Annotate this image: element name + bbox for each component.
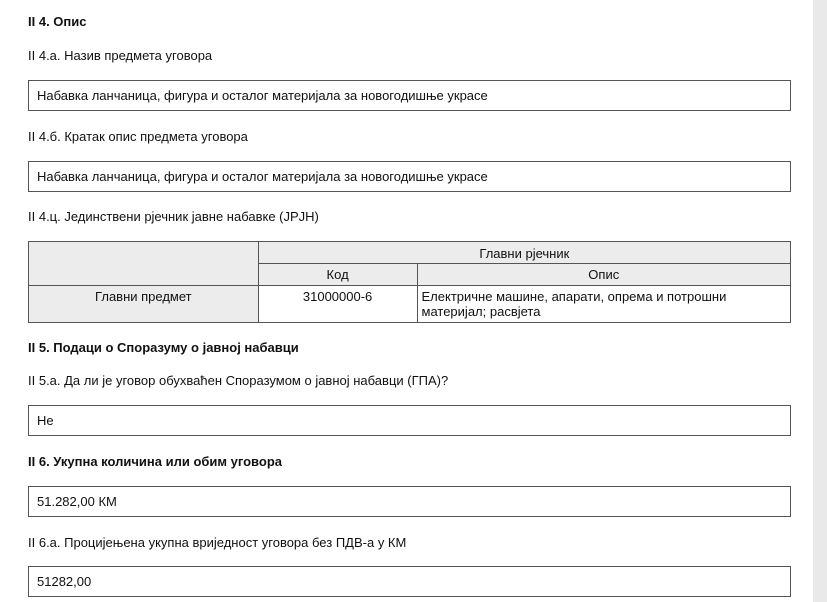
cpv-header-desc: Опис (417, 264, 790, 286)
cpv-header-blank (29, 242, 259, 286)
cpv-label: II 4.ц. Јединствени рјечник јавне набавке (ЈРЈН) (28, 209, 319, 224)
scrollbar[interactable] (813, 0, 827, 602)
cpv-row-label: Главни предмет (29, 286, 259, 323)
cpv-table (28, 241, 791, 323)
section-title-quantity: II 6. Укупна количина или обим уговора (28, 454, 282, 469)
section-title-description: II 4. Опис (28, 14, 87, 29)
contract-name-field: Набавка ланчаница, фигура и осталог материјала за новогодишње украсе (28, 80, 791, 111)
cpv-code-cell: 31000000-6 (258, 286, 417, 323)
total-quantity-field: 51.282,00 КМ (28, 486, 791, 517)
gpa-question-label: II 5.a. Да ли је уговор обухваћен Споразумом о јавној набавци (ГПА)? (28, 373, 449, 388)
short-description-label: II 4.б. Кратак опис предмета уговора (28, 129, 248, 144)
estimated-value-field: 51282,00 (28, 566, 791, 597)
contract-name-label: II 4.a. Назив предмета уговора (28, 48, 213, 63)
section-title-gpa: II 5. Подаци о Споразуму о јавној набавци (28, 340, 299, 355)
short-description-field: Набавка ланчаница, фигура и осталог материјала за новогодишње украсе (28, 161, 791, 192)
cpv-header-main: Главни рјечник (258, 242, 790, 264)
gpa-answer-field: Не (28, 405, 791, 436)
estimated-value-label: II 6.a. Процијењена укупна вриједност уговора без ПДВ-а у КМ (28, 535, 407, 550)
cpv-desc-cell: Електричне машине, апарати, опрема и потрошни материјал; расвјета (417, 286, 790, 323)
cpv-header-code: Код (258, 264, 417, 286)
